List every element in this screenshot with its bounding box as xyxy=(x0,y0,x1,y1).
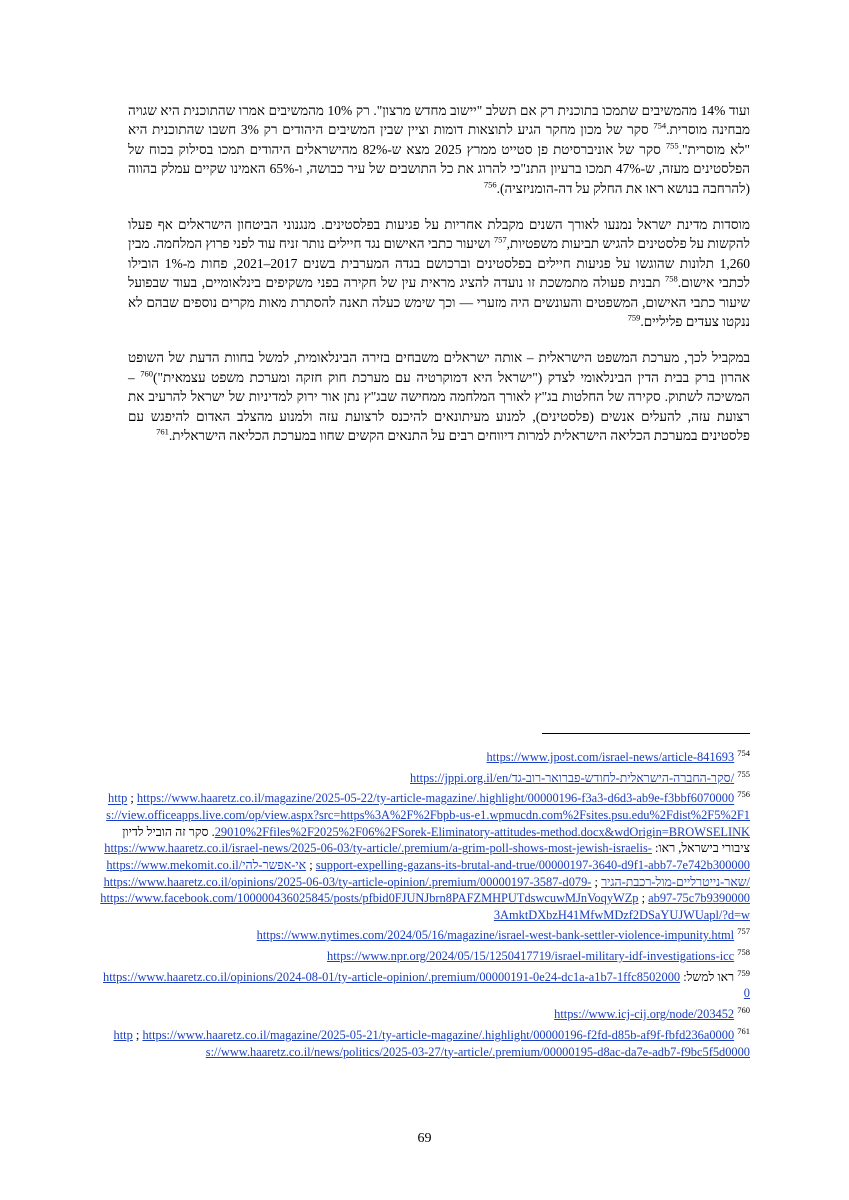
body-paragraph xyxy=(128,101,750,198)
footnote-link[interactable]: https://www.mekomit.co.il/אי-אפשר-להישאר-נייטרליים-מול-רכבת-הגיר/ xyxy=(106,857,750,889)
text-span: סקר של אוניברסיטת פן סטייט ממרץ 2025 מצא ש-82% מהישראלים היהודים תמכו בסילוק בכוח של הפלסטינים מעזה, ש-47% תמכו ברעיון התנ"כי להרוג את כל התושבים של עיר כבושה, ו-65% האמינו שקיים עמלק בהווה (להרחבה בנושא ראו את החלק על דה-הומניזציה). xyxy=(128,141,751,196)
text-span: מוסדות מדינת ישראל נמנעו לאורך השנים מקבלת אחריות על פגיעות בפלסטינים. מנגנוני הביטחון הישראלים אף פעלו להקשות על פלסטינים להגיש תביעות משפטיות, xyxy=(128,217,750,252)
text-span: ; xyxy=(638,891,649,906)
footnote-reference: 756 xyxy=(483,179,497,190)
footnote-number: 758 xyxy=(737,947,750,958)
footnote xyxy=(100,1002,750,1023)
footnote-link[interactable]: https://www.facebook.com/100000436025845/posts/pfbid0FJUNJbrn8PAFZMHPUTdswcuwMJnVoqyWZp3AmktDXbzH41MfwMDzf2DSaYUJWUapl/?d=w xyxy=(100,891,750,922)
footnote-number: 754 xyxy=(737,748,750,758)
text-span: במקביל לכך, מערכת המשפט הישראלית – אותה ישראלים משבחים בזירה הבינלאומית, למשל בחוות הדעת של השופט אהרון ברק בבית הדין הבינלאומי לצדק ("ישראל היא דמוקרטיה עם מערכת חוק חזקה ומערכת משפט עצמאית") xyxy=(128,350,751,385)
body-paragraph xyxy=(128,215,750,331)
text-span: ; xyxy=(591,874,602,889)
text-span: ; xyxy=(127,791,137,806)
footnote-link[interactable]: https://www.haaretz.co.il/opinions/2024-08-01/ty-article-opinion/.premium/00000191-0e24-dc1a-a1b7-1ffc85020000 xyxy=(103,969,750,1001)
footnote-reference: 760 xyxy=(140,368,154,379)
footnote-reference: 755 xyxy=(665,140,679,151)
footnote-link[interactable]: https://www.haaretz.co.il/news/politics/2025-03-27/ty-article/.premium/00000195-d8ac-da7e-adb7-f9bc5f5d0000 xyxy=(113,1027,750,1059)
text-span: סקר של מכון מחקר הגיע לתוצאות דומות וציין שבין המשיבים היהודים רק 3% חשבו שהתוכנית היא "לא מוסרית". xyxy=(128,122,750,157)
footnote xyxy=(100,786,750,923)
footnotes-section xyxy=(100,745,750,1060)
footnote-number: 760 xyxy=(737,1005,750,1016)
body-paragraph xyxy=(128,348,750,445)
footnote-number: 756 xyxy=(737,789,750,800)
footnote-link[interactable]: https://www.icj-cij.org/node/203452 xyxy=(554,1007,735,1022)
footnote-link[interactable]: https://www.nytimes.com/2024/05/16/magazine/israel-west-bank-settler-violence-impunity.html xyxy=(256,928,735,943)
footnote-reference: 758 xyxy=(665,273,678,284)
footnote xyxy=(100,766,750,787)
footnote-number: 759 xyxy=(737,967,750,978)
footnote-reference: 757 xyxy=(493,234,507,245)
text-span: ועוד 14% מהמשיבים שתמכו בתוכנית רק אם תשלב "יישוב מחדש מרצון". רק 10% מהמשיבים אמרו שהתוכנית היא שגויה מבחינה מוסרית. xyxy=(128,103,751,138)
text-span: ; xyxy=(306,857,316,872)
text-span: ; xyxy=(132,1027,143,1042)
footnote-link[interactable]: https://www.haaretz.co.il/magazine/2025-05-22/ty-article-magazine/.highlight/00000196-f3a3-d6d3-ab9e-f3bbf6070000 xyxy=(136,791,735,806)
footnote xyxy=(100,965,750,1002)
footnote-link[interactable]: https://www.haaretz.co.il/magazine/2025-05-21/ty-article-magazine/.highlight/00000196-f2fd-d85b-af9f-fbfd236a0000 xyxy=(142,1027,735,1042)
footnote-link[interactable]: https://view.officeapps.live.com/op/view.aspx?src=https%3A%2F%2Fbpb-us-e1.wpmucdn.com%2Fsites.psu.edu%2Fdist%2F5%2F129010%2Ffiles%2F2025%2F06%2FSorek-Eliminatory-attitudes-method.docx&wdOrigin=BROWSELINK xyxy=(106,791,750,839)
text-span: ושיעור כתבי האישום נגד חיילים נותר זניח עוד לפני פרוץ המלחמה. מבין 1,260 תלונות שהוגשו על פגיעות חיילים בפלסטינים וברכושם בגדה המערבית בשנים 2017–2021, פחות מ-1% הובילו לכתבי אישום. xyxy=(128,236,750,291)
footnote-number: 757 xyxy=(737,926,750,937)
footnote xyxy=(100,944,750,965)
page-number: 69 xyxy=(417,1131,432,1146)
footnote xyxy=(100,923,750,944)
footnote xyxy=(100,1023,750,1060)
main-text xyxy=(128,101,750,463)
footnote-link[interactable]: https://www.haaretz.co.il/opinions/2025-06-03/ty-article-opinion/.premium/00000197-3587-d079-ab97-75c7b9390000 xyxy=(103,874,750,906)
footnote-number: 755 xyxy=(737,768,750,779)
text-span: – המשיכה לשתוק. סקירה של החלטות בג"ץ לאורך המלחמה ממחישה שבג"ץ נתן אור ירוק למדיניות של ישראל להרעיב את רצועת עזה, להעלים אנשים (פלסטינים), למנוע מעיתונאים להיכנס לרצועת עזה ולמנוע מהצלב האדום להיפגש עם פלסטינים במערכת הכליאה הישראלית למרות דיווחים רבים על התנאים הקשים שחוו במערכת הכליאה הישראלית. xyxy=(128,369,750,444)
text-span: תבנית פעולה מתמשכת זו נועדה להציג מראית עין של חקירה בפני משקיפים בינלאומיים, בעוד שבפועל שיעור כתבי האישום, המשפטים והעונשים היה מזערי — וכך שימש כעלה תאנה להסתרת מאות מקרים נוספים שבהם לא ננקטו צעדים פליליים. xyxy=(128,275,750,330)
footnote-link[interactable]: https://www.haaretz.co.il/israel-news/2025-06-03/ty-article/.premium/a-grim-poll-shows-most-jewish-israelis-support-expelling-gazans-its-brutal-and-true/00000197-3640-d9f1-abb7-7e742b300000 xyxy=(104,841,750,872)
footnote-separator xyxy=(542,733,750,734)
footnote-reference: 761 xyxy=(156,426,169,437)
footnote-reference: 759 xyxy=(627,312,641,323)
footnote-number: 761 xyxy=(737,1025,750,1036)
footnote xyxy=(100,745,750,766)
footnote-link[interactable]: https://www.jpost.com/israel-news/article-841693 xyxy=(486,750,735,765)
footnote-link[interactable]: https://jppi.org.il/en/סקר-החברה-הישראלית-לחודש-פברואר-רוב-גד/ xyxy=(410,770,735,785)
footnote-link[interactable]: https://www.npr.org/2024/05/15/1250417719/israel-military-idf-investigations-icc xyxy=(327,949,735,964)
footnote-reference: 754 xyxy=(653,120,667,131)
text-span: ראו למשל: xyxy=(680,969,735,984)
text-span: . סקר זה הוביל לדיון ציבורי בישראל, ראו: xyxy=(122,824,750,856)
